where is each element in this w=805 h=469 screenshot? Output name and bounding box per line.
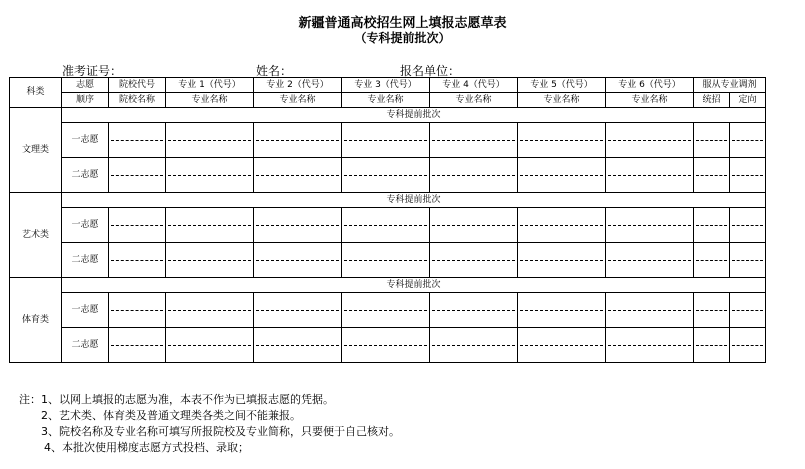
header-adjust: 服从专业调剂 — [694, 78, 766, 93]
major-2-cell[interactable] — [254, 293, 342, 328]
major-5-cell[interactable] — [518, 123, 606, 158]
unit-label: 报名单位： — [400, 64, 461, 78]
exam-id-label: 准考证号： — [62, 64, 123, 78]
note-2: 2、艺术类、体育类及普通文理类各类之间不能兼报。 — [41, 409, 301, 422]
major-4-cell[interactable] — [430, 328, 518, 363]
batch-band: 专科提前批次 — [62, 278, 766, 293]
header-major-name-1: 专业名称 — [166, 93, 254, 108]
header-major-name-4: 专业名称 — [430, 93, 518, 108]
header-major-4: 专业 4（代号） — [430, 78, 518, 93]
section-band-row — [10, 108, 766, 123]
major-6-cell[interactable] — [606, 123, 694, 158]
header-major-name-2: 专业名称 — [254, 93, 342, 108]
header-category: 科类 — [10, 78, 62, 108]
school-cell[interactable] — [109, 243, 166, 278]
major-3-cell[interactable] — [342, 158, 430, 193]
header-order-top: 志愿 — [62, 78, 109, 93]
major-2-cell[interactable] — [254, 158, 342, 193]
major-3-cell[interactable] — [342, 208, 430, 243]
major-5-cell[interactable] — [518, 293, 606, 328]
preference-order: 二志愿 — [62, 243, 109, 278]
category-cell: 体育类 — [10, 278, 62, 363]
note-3: 3、院校名称及专业名称可填写所报院校及专业简称，只要便于自己核对。 — [41, 425, 400, 438]
header-adjust-unified: 统招 — [694, 93, 730, 108]
note-1: 注：1、以网上填报的志愿为准，本表不作为已填报志愿的凭据。 — [19, 393, 334, 406]
major-4-cell[interactable] — [430, 123, 518, 158]
major-6-cell[interactable] — [606, 293, 694, 328]
major-1-cell[interactable] — [166, 243, 254, 278]
form-title: 新疆普通高校招生网上填报志愿草表 — [298, 16, 507, 31]
adjust-directed-cell[interactable] — [730, 158, 766, 193]
notes — [19, 392, 400, 456]
batch-band: 专科提前批次 — [62, 193, 766, 208]
school-cell[interactable] — [109, 208, 166, 243]
header-major-5: 专业 5（代号） — [518, 78, 606, 93]
name-label: 姓名： — [256, 64, 293, 78]
preference-row — [10, 123, 766, 158]
note-4: 4、本批次使用梯度志愿方式投档、录取； — [44, 441, 249, 454]
major-4-cell[interactable] — [430, 293, 518, 328]
header-order-bottom: 顺序 — [62, 93, 109, 108]
major-2-cell[interactable] — [254, 208, 342, 243]
header-row-bottom — [10, 93, 766, 108]
major-2-cell[interactable] — [254, 243, 342, 278]
batch-band: 专科提前批次 — [62, 108, 766, 123]
header-major-name-3: 专业名称 — [342, 93, 430, 108]
adjust-directed-cell[interactable] — [730, 123, 766, 158]
adjust-directed-cell[interactable] — [730, 243, 766, 278]
school-cell[interactable] — [109, 123, 166, 158]
adjust-directed-cell[interactable] — [730, 293, 766, 328]
school-cell[interactable] — [109, 328, 166, 363]
header-major-2: 专业 2（代号） — [254, 78, 342, 93]
major-6-cell[interactable] — [606, 158, 694, 193]
preference-row — [10, 243, 766, 278]
school-cell[interactable] — [109, 293, 166, 328]
adjust-directed-cell[interactable] — [730, 328, 766, 363]
preference-order: 二志愿 — [62, 328, 109, 363]
major-6-cell[interactable] — [606, 208, 694, 243]
header-major-1: 专业 1（代号） — [166, 78, 254, 93]
major-4-cell[interactable] — [430, 243, 518, 278]
adjust-unified-cell[interactable] — [694, 293, 730, 328]
major-5-cell[interactable] — [518, 208, 606, 243]
preference-order: 一志愿 — [62, 293, 109, 328]
header-major-3: 专业 3（代号） — [342, 78, 430, 93]
category-cell: 艺术类 — [10, 193, 62, 278]
header-major-6: 专业 6（代号） — [606, 78, 694, 93]
adjust-unified-cell[interactable] — [694, 208, 730, 243]
adjust-unified-cell[interactable] — [694, 243, 730, 278]
preference-table — [9, 77, 766, 363]
adjust-unified-cell[interactable] — [694, 328, 730, 363]
major-1-cell[interactable] — [166, 158, 254, 193]
adjust-unified-cell[interactable] — [694, 158, 730, 193]
major-1-cell[interactable] — [166, 293, 254, 328]
header-major-name-5: 专业名称 — [518, 93, 606, 108]
category-cell: 文理类 — [10, 108, 62, 193]
preference-row — [10, 208, 766, 243]
preference-order: 一志愿 — [62, 208, 109, 243]
major-5-cell[interactable] — [518, 328, 606, 363]
major-1-cell[interactable] — [166, 208, 254, 243]
major-2-cell[interactable] — [254, 123, 342, 158]
preference-table-body — [10, 78, 766, 363]
header-row-top — [10, 78, 766, 93]
preference-order: 一志愿 — [62, 123, 109, 158]
major-3-cell[interactable] — [342, 293, 430, 328]
adjust-directed-cell[interactable] — [730, 208, 766, 243]
preference-row — [10, 328, 766, 363]
major-5-cell[interactable] — [518, 243, 606, 278]
school-cell[interactable] — [109, 158, 166, 193]
major-2-cell[interactable] — [254, 328, 342, 363]
header-school-name: 院校名称 — [109, 93, 166, 108]
form-subtitle: （专科提前批次） — [354, 31, 451, 45]
header-school-code: 院校代号 — [109, 78, 166, 93]
preference-order: 二志愿 — [62, 158, 109, 193]
adjust-unified-cell[interactable] — [694, 123, 730, 158]
header-adjust-directed: 定向 — [730, 93, 766, 108]
major-4-cell[interactable] — [430, 208, 518, 243]
major-3-cell[interactable] — [342, 328, 430, 363]
major-1-cell[interactable] — [166, 123, 254, 158]
preference-row — [10, 158, 766, 193]
major-6-cell[interactable] — [606, 328, 694, 363]
section-band-row — [10, 278, 766, 293]
preference-row — [10, 293, 766, 328]
major-3-cell[interactable] — [342, 123, 430, 158]
major-4-cell[interactable] — [430, 158, 518, 193]
major-3-cell[interactable] — [342, 243, 430, 278]
major-6-cell[interactable] — [606, 243, 694, 278]
header-major-name-6: 专业名称 — [606, 93, 694, 108]
major-1-cell[interactable] — [166, 328, 254, 363]
section-band-row — [10, 193, 766, 208]
major-5-cell[interactable] — [518, 158, 606, 193]
